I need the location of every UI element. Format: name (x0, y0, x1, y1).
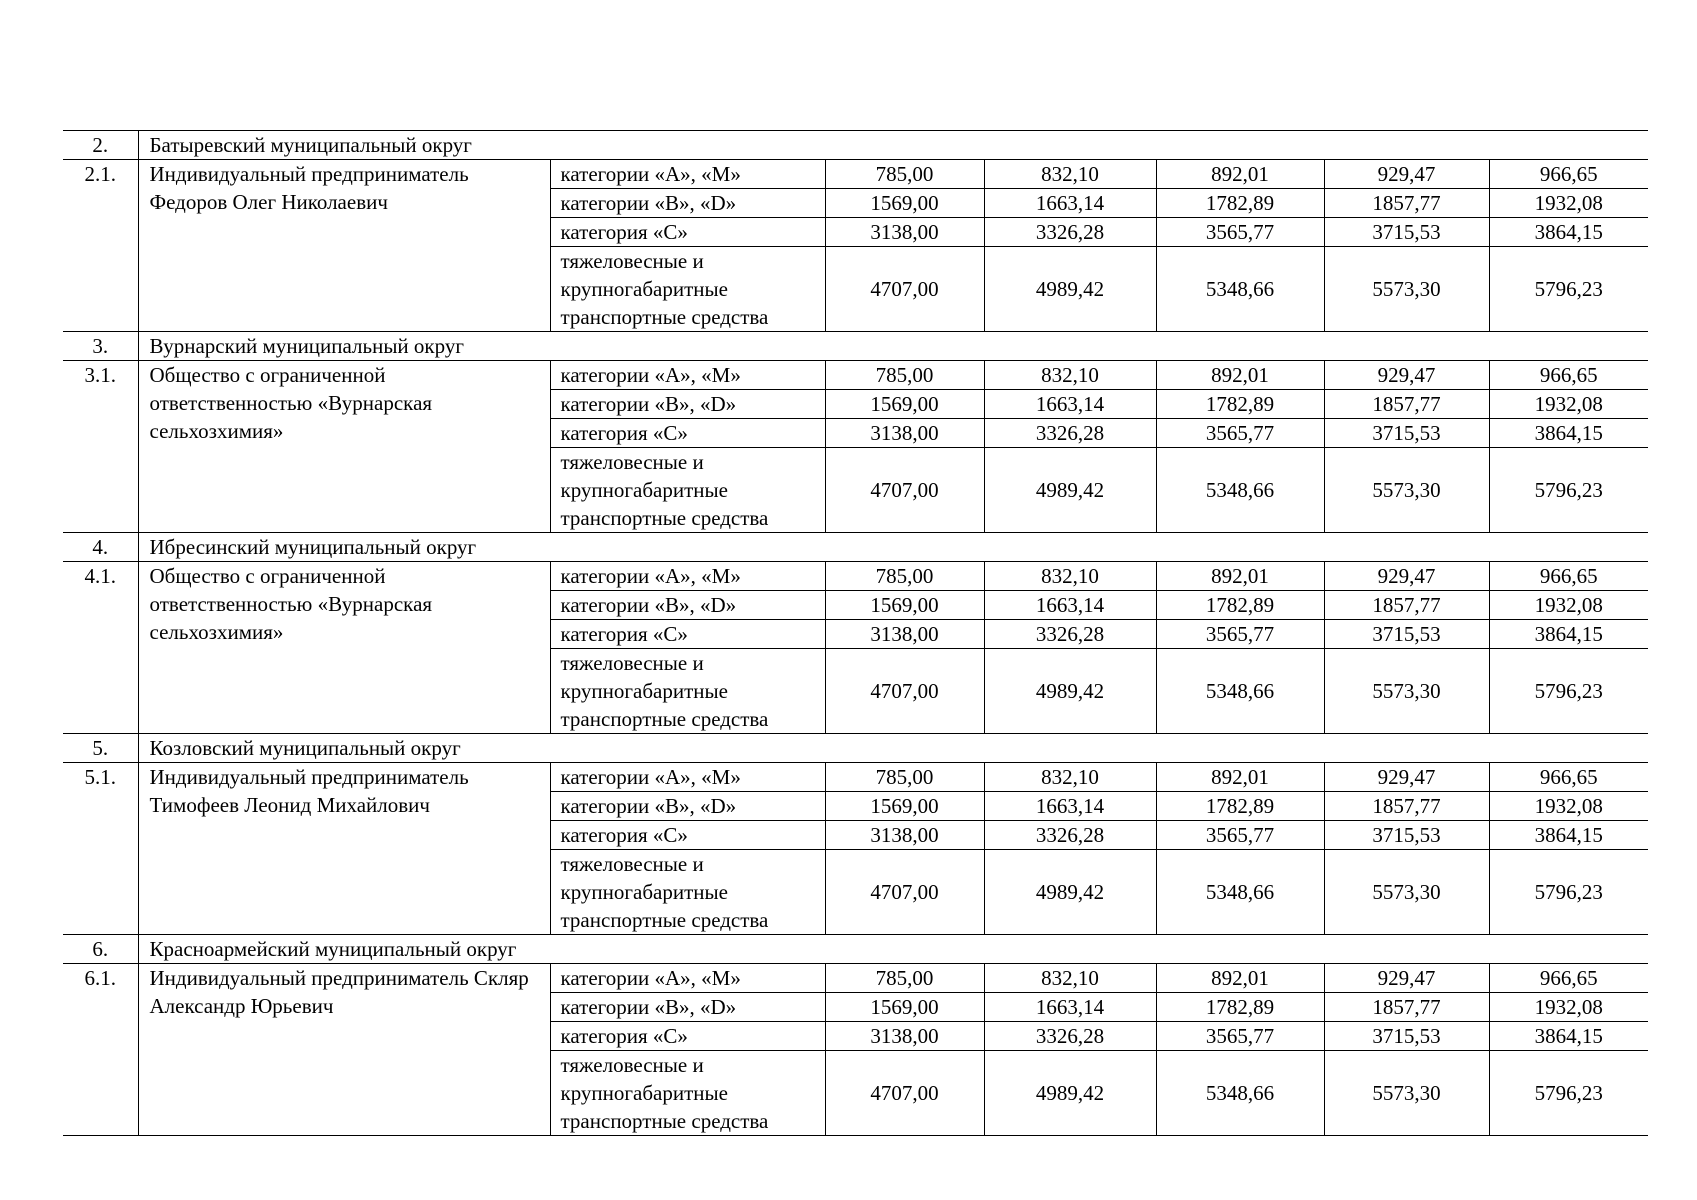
vehicle-category: категории «B», «D» (550, 993, 825, 1022)
organization-name: Общество с ограниченной ответственностью «Вурнарская сельхозхимия» (138, 361, 550, 533)
rate-value: 1782,89 (1156, 189, 1324, 218)
rate-value: 3326,28 (984, 821, 1156, 850)
rate-value: 929,47 (1324, 361, 1489, 390)
rate-value: 892,01 (1156, 562, 1324, 591)
rate-value: 1932,08 (1489, 993, 1648, 1022)
rate-value: 1857,77 (1324, 189, 1489, 218)
rate-value: 1663,14 (984, 189, 1156, 218)
item-number: 5.1. (63, 763, 138, 935)
rate-value: 3565,77 (1156, 1022, 1324, 1051)
table-row (63, 964, 1648, 993)
rate-value: 1857,77 (1324, 792, 1489, 821)
section-title: Батыревский муниципальный округ (138, 131, 1648, 160)
vehicle-category: категории «B», «D» (550, 390, 825, 419)
rate-value: 4989,42 (984, 448, 1156, 533)
vehicle-category: категории «А», «М» (550, 964, 825, 993)
vehicle-category: тяжеловесные и крупногабаритные транспортные средства (550, 247, 825, 332)
rate-value: 3715,53 (1324, 1022, 1489, 1051)
rate-value: 5796,23 (1489, 850, 1648, 935)
rate-value: 1857,77 (1324, 993, 1489, 1022)
rate-value: 1569,00 (825, 390, 984, 419)
rate-value: 4707,00 (825, 247, 984, 332)
rate-value: 929,47 (1324, 562, 1489, 591)
rate-value: 3565,77 (1156, 419, 1324, 448)
rate-value: 892,01 (1156, 160, 1324, 189)
section-title: Красноармейский муниципальный округ (138, 935, 1648, 964)
rate-value: 966,65 (1489, 964, 1648, 993)
rate-value: 1782,89 (1156, 792, 1324, 821)
rate-value: 5348,66 (1156, 247, 1324, 332)
rate-value: 5573,30 (1324, 850, 1489, 935)
rate-value: 1932,08 (1489, 591, 1648, 620)
rate-value: 5348,66 (1156, 1051, 1324, 1136)
rate-value: 1782,89 (1156, 993, 1324, 1022)
rate-value: 4707,00 (825, 448, 984, 533)
rate-value: 4707,00 (825, 850, 984, 935)
rate-value: 1857,77 (1324, 390, 1489, 419)
rate-value: 5573,30 (1324, 649, 1489, 734)
vehicle-category: категория «С» (550, 821, 825, 850)
rate-value: 3864,15 (1489, 419, 1648, 448)
rate-value: 785,00 (825, 361, 984, 390)
rate-value: 3138,00 (825, 218, 984, 247)
rate-value: 929,47 (1324, 763, 1489, 792)
vehicle-category: тяжеловесные и крупногабаритные транспортные средства (550, 448, 825, 533)
rate-value: 3864,15 (1489, 821, 1648, 850)
rate-value: 5796,23 (1489, 649, 1648, 734)
organization-name: Индивидуальный предприниматель Тимофеев Леонид Михайлович (138, 763, 550, 935)
rate-value: 3715,53 (1324, 419, 1489, 448)
rate-value: 4707,00 (825, 649, 984, 734)
section-title: Вурнарский муниципальный округ (138, 332, 1648, 361)
section-number: 2. (63, 131, 138, 160)
rate-value: 4989,42 (984, 649, 1156, 734)
vehicle-category: категории «B», «D» (550, 591, 825, 620)
rate-value: 1663,14 (984, 993, 1156, 1022)
rate-value: 892,01 (1156, 361, 1324, 390)
rate-value: 1569,00 (825, 792, 984, 821)
vehicle-category: категории «А», «М» (550, 562, 825, 591)
tariff-table (63, 130, 1648, 1136)
section-row (63, 533, 1648, 562)
rate-value: 5348,66 (1156, 649, 1324, 734)
rate-value: 4989,42 (984, 850, 1156, 935)
vehicle-category: категории «B», «D» (550, 189, 825, 218)
rate-value: 5348,66 (1156, 850, 1324, 935)
rate-value: 3138,00 (825, 419, 984, 448)
section-title: Ибресинский муниципальный округ (138, 533, 1648, 562)
rate-value: 5796,23 (1489, 247, 1648, 332)
rate-value: 1569,00 (825, 993, 984, 1022)
table-row (63, 361, 1648, 390)
rate-value: 3326,28 (984, 620, 1156, 649)
rate-value: 929,47 (1324, 964, 1489, 993)
rate-value: 1663,14 (984, 792, 1156, 821)
rate-value: 785,00 (825, 562, 984, 591)
rate-value: 785,00 (825, 964, 984, 993)
rate-value: 1932,08 (1489, 792, 1648, 821)
rate-value: 966,65 (1489, 160, 1648, 189)
section-number: 3. (63, 332, 138, 361)
rate-value: 1569,00 (825, 189, 984, 218)
rate-value: 3864,15 (1489, 620, 1648, 649)
rate-value: 892,01 (1156, 964, 1324, 993)
item-number: 3.1. (63, 361, 138, 533)
section-row (63, 935, 1648, 964)
organization-name: Индивидуальный предприниматель Федоров Олег Николаевич (138, 160, 550, 332)
rate-value: 3565,77 (1156, 218, 1324, 247)
rate-value: 3864,15 (1489, 1022, 1648, 1051)
rate-value: 1663,14 (984, 591, 1156, 620)
rate-value: 3715,53 (1324, 821, 1489, 850)
rate-value: 832,10 (984, 160, 1156, 189)
rate-value: 3565,77 (1156, 821, 1324, 850)
item-number: 4.1. (63, 562, 138, 734)
organization-name: Общество с ограниченной ответственностью «Вурнарская сельхозхимия» (138, 562, 550, 734)
rate-value: 3326,28 (984, 218, 1156, 247)
rate-value: 785,00 (825, 160, 984, 189)
vehicle-category: категория «С» (550, 419, 825, 448)
table-row (63, 763, 1648, 792)
rate-value: 5573,30 (1324, 448, 1489, 533)
rate-value: 5796,23 (1489, 1051, 1648, 1136)
vehicle-category: категория «С» (550, 218, 825, 247)
rate-value: 966,65 (1489, 361, 1648, 390)
section-number: 5. (63, 734, 138, 763)
rate-value: 832,10 (984, 964, 1156, 993)
rate-value: 4989,42 (984, 1051, 1156, 1136)
rate-value: 5348,66 (1156, 448, 1324, 533)
rate-value: 5573,30 (1324, 1051, 1489, 1136)
section-number: 6. (63, 935, 138, 964)
rate-value: 1782,89 (1156, 591, 1324, 620)
rate-value: 3715,53 (1324, 620, 1489, 649)
vehicle-category: категории «B», «D» (550, 792, 825, 821)
vehicle-category: тяжеловесные и крупногабаритные транспортные средства (550, 649, 825, 734)
rate-value: 832,10 (984, 763, 1156, 792)
item-number: 2.1. (63, 160, 138, 332)
rate-value: 5796,23 (1489, 448, 1648, 533)
rate-value: 966,65 (1489, 763, 1648, 792)
table-row (63, 160, 1648, 189)
rate-value: 785,00 (825, 763, 984, 792)
section-row (63, 131, 1648, 160)
rate-value: 929,47 (1324, 160, 1489, 189)
rate-value: 832,10 (984, 361, 1156, 390)
organization-name: Индивидуальный предприниматель Скляр Александр Юрьевич (138, 964, 550, 1136)
rate-value: 1932,08 (1489, 189, 1648, 218)
section-row (63, 332, 1648, 361)
rate-value: 1569,00 (825, 591, 984, 620)
rate-value: 5573,30 (1324, 247, 1489, 332)
rate-value: 3864,15 (1489, 218, 1648, 247)
vehicle-category: категории «А», «М» (550, 763, 825, 792)
item-number: 6.1. (63, 964, 138, 1136)
section-row (63, 734, 1648, 763)
rate-value: 892,01 (1156, 763, 1324, 792)
rate-value: 3715,53 (1324, 218, 1489, 247)
rate-value: 1857,77 (1324, 591, 1489, 620)
section-title: Козловский муниципальный округ (138, 734, 1648, 763)
section-number: 4. (63, 533, 138, 562)
rate-value: 832,10 (984, 562, 1156, 591)
rate-value: 3138,00 (825, 821, 984, 850)
vehicle-category: категории «А», «М» (550, 160, 825, 189)
rate-value: 3326,28 (984, 1022, 1156, 1051)
rate-value: 1663,14 (984, 390, 1156, 419)
rate-value: 1782,89 (1156, 390, 1324, 419)
rate-value: 4707,00 (825, 1051, 984, 1136)
rate-value: 4989,42 (984, 247, 1156, 332)
rate-value: 1932,08 (1489, 390, 1648, 419)
rate-value: 3326,28 (984, 419, 1156, 448)
vehicle-category: тяжеловесные и крупногабаритные транспортные средства (550, 1051, 825, 1136)
vehicle-category: тяжеловесные и крупногабаритные транспортные средства (550, 850, 825, 935)
rate-value: 966,65 (1489, 562, 1648, 591)
rate-value: 3138,00 (825, 1022, 984, 1051)
table-body (63, 131, 1648, 1136)
rate-value: 3565,77 (1156, 620, 1324, 649)
table-row (63, 562, 1648, 591)
vehicle-category: категория «С» (550, 1022, 825, 1051)
rate-value: 3138,00 (825, 620, 984, 649)
vehicle-category: категории «А», «М» (550, 361, 825, 390)
vehicle-category: категория «С» (550, 620, 825, 649)
